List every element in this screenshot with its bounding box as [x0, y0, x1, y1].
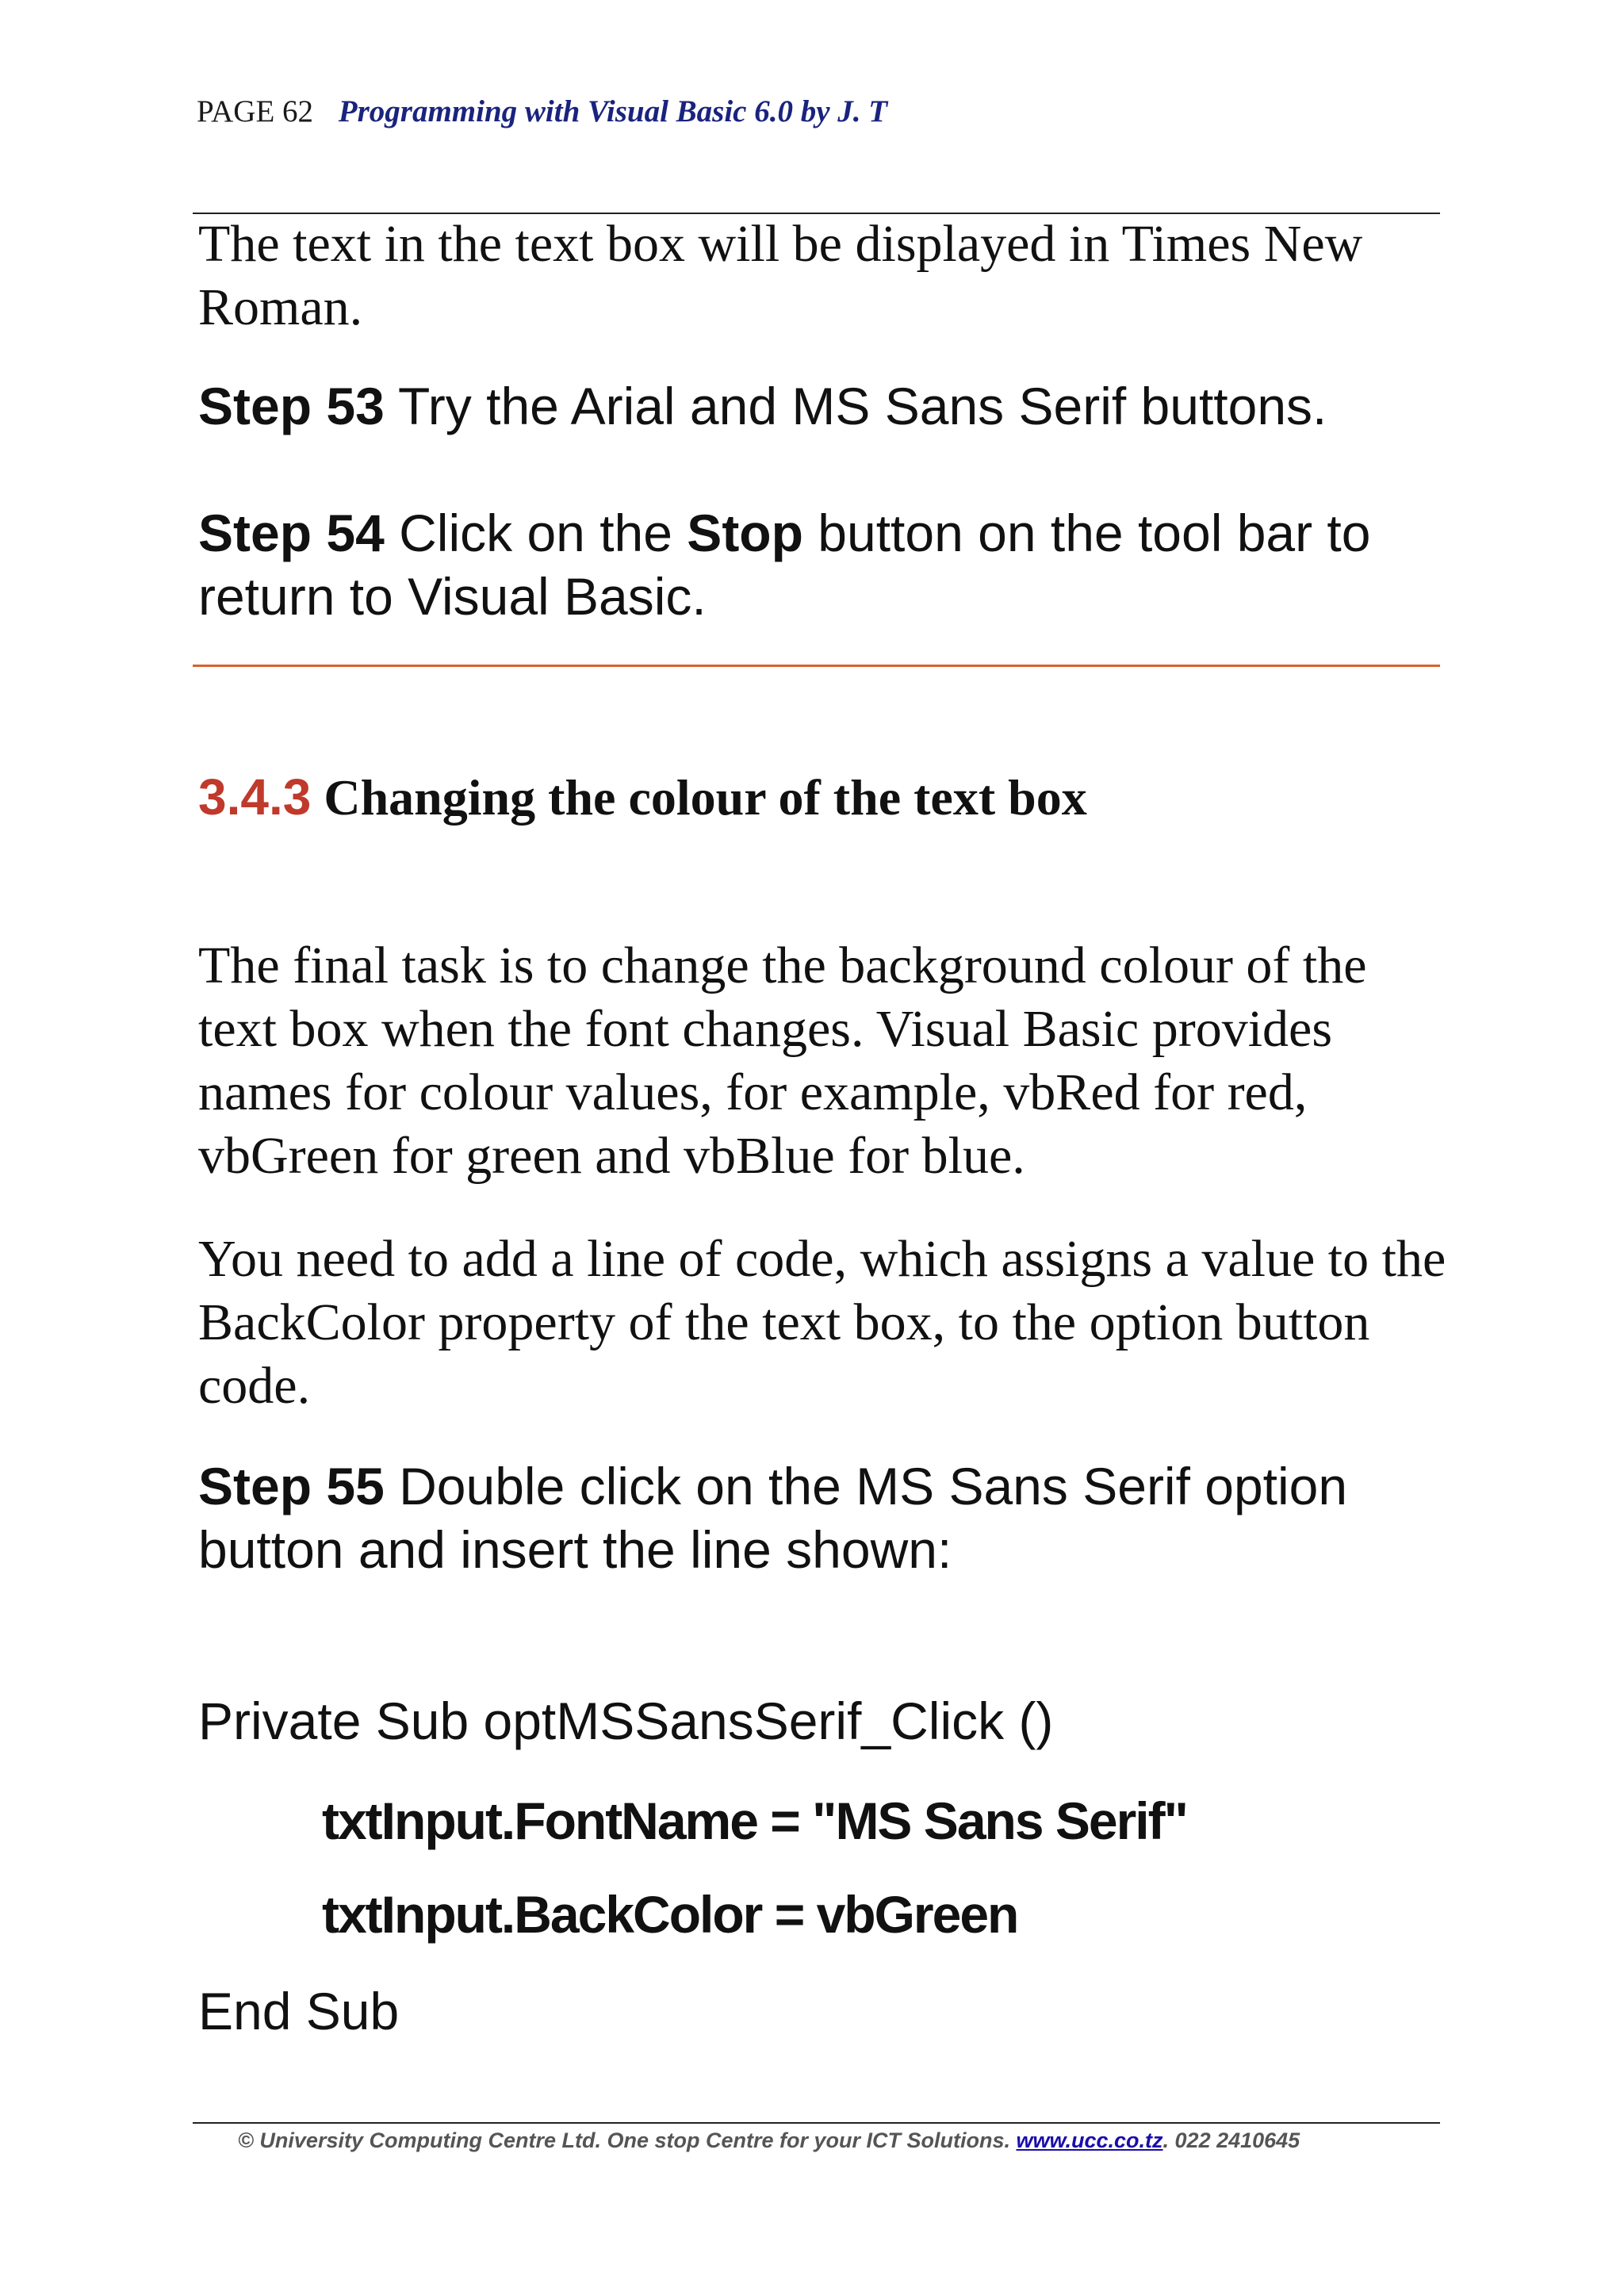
step-54 — [198, 501, 1451, 628]
footer-phone: . 022 2410645 — [1162, 2128, 1300, 2152]
stop-keyword: Stop — [687, 504, 803, 562]
step-53-text: Try the Arial and MS Sans Serif buttons. — [397, 377, 1327, 435]
code-line-end-sub: End Sub — [198, 1982, 400, 2040]
code-line-backcolor: txtInput.BackColor = vbGreen — [322, 1885, 1018, 1944]
page-footer — [238, 2128, 1300, 2153]
paragraph-backcolor-property: You need to add a line of code, which assigns a value to the BackColor property of the text box, to the option button code. — [198, 1230, 1446, 1415]
footer-text: University Computing Centre Ltd. One stop Centre for your ICT Solutions. — [259, 2128, 1010, 2152]
page-number: 62 — [282, 94, 314, 128]
paragraph-times-new-roman: The text in the text box will be displayed in Times New Roman. — [198, 215, 1363, 336]
step-55 — [198, 1454, 1451, 1581]
step-55-text: Double click on the MS Sans Serif option button and insert the line shown: — [198, 1457, 1348, 1579]
section-number: 3.4.3 — [198, 768, 312, 826]
code-line-sub-declaration: Private Sub optMSSansSerif_Click () — [198, 1692, 1054, 1750]
page-header — [197, 94, 887, 129]
footer-website-link[interactable]: www.ucc.co.tz — [1016, 2128, 1163, 2152]
step-55-label: Step 55 — [198, 1457, 385, 1515]
footer-divider — [193, 2122, 1440, 2124]
section-divider — [193, 665, 1440, 667]
book-title: Programming with Visual Basic 6.0 by J. T — [338, 94, 888, 128]
step-53 — [198, 374, 1451, 438]
step-53-label: Step 53 — [198, 377, 385, 435]
paragraph-background-colour: The final task is to change the background colour of the text box when the font changes. Visual Basic provides names for colour values, for example, vbRed for red, vbGreen for green and vbBlue for blue. — [198, 937, 1367, 1185]
section-title: Changing the colour of the text box — [324, 769, 1087, 826]
step-54-text-before: Click on the — [399, 504, 672, 562]
step-54-text-after: button on the tool bar to return to Visual Basic. — [198, 504, 1371, 626]
section-heading — [198, 768, 1087, 827]
code-line-fontname: txtInput.FontName = "MS Sans Serif" — [322, 1791, 1187, 1850]
page-label: PAGE — [197, 94, 275, 128]
step-54-label: Step 54 — [198, 504, 385, 562]
copyright-symbol: © — [238, 2128, 254, 2152]
